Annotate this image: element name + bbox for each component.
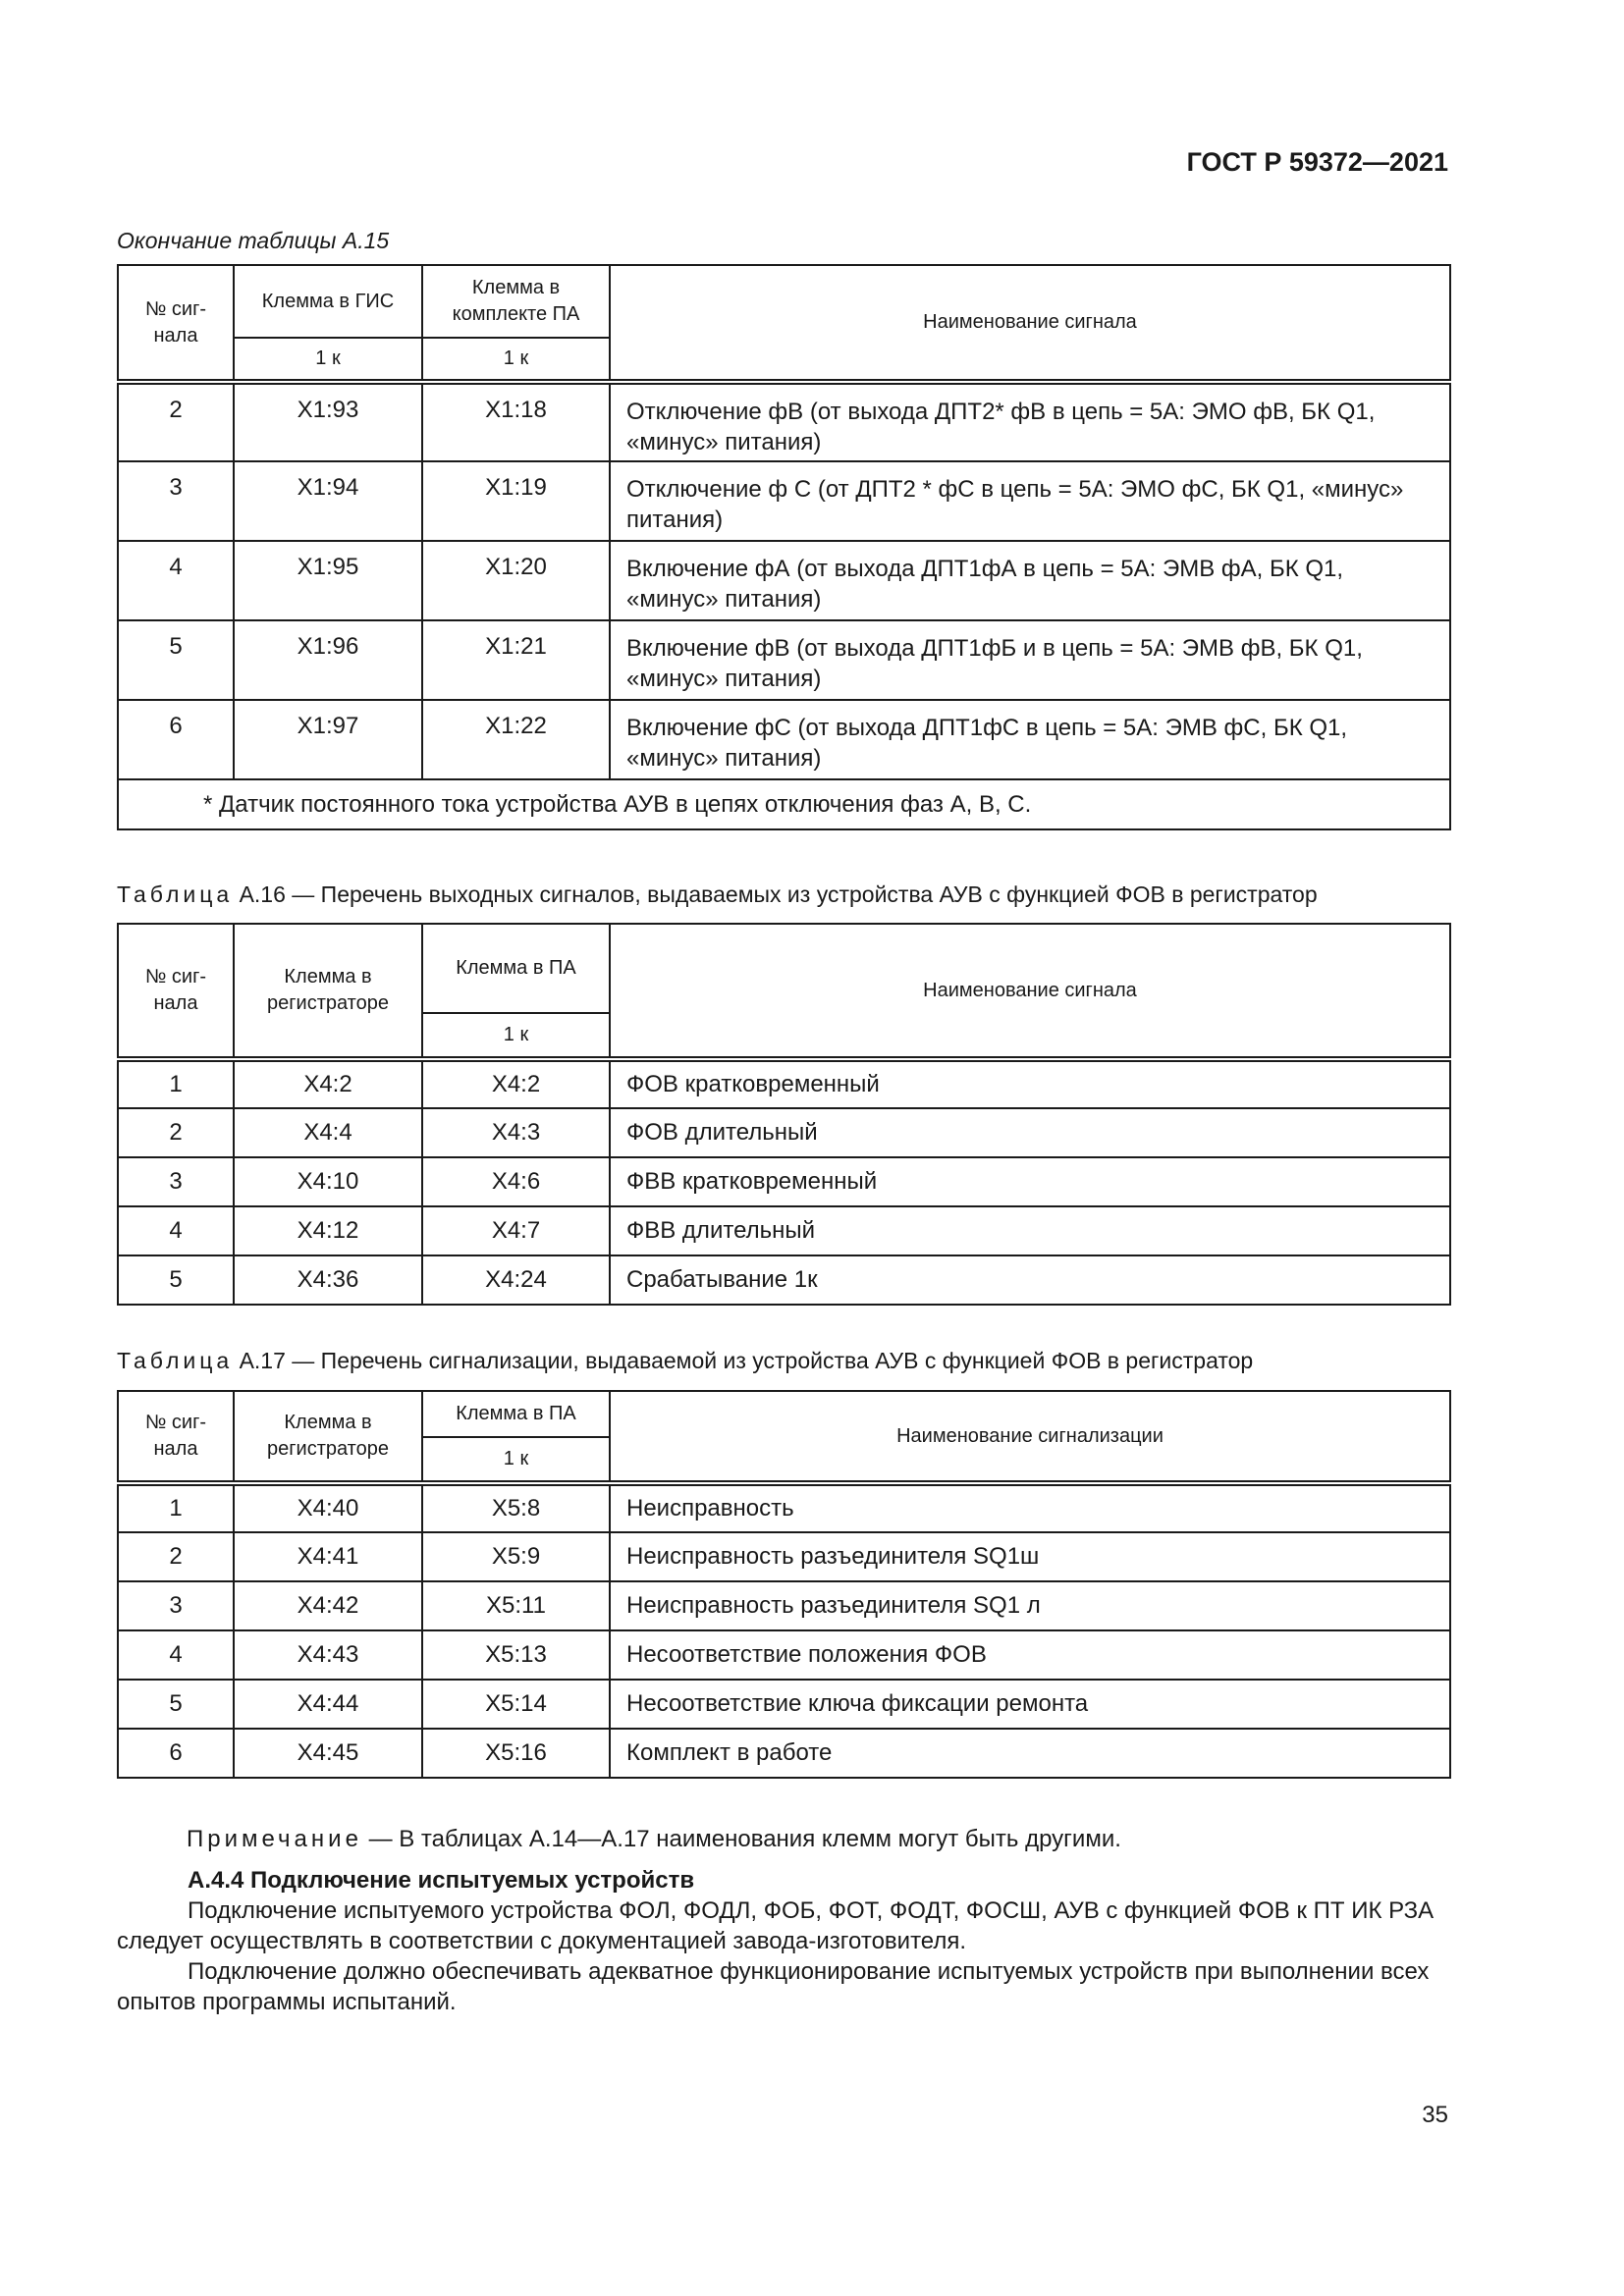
cell-terminal-pa: X4:7	[422, 1206, 610, 1255]
cell-signal-name: Срабатывание 1к	[610, 1255, 1450, 1305]
table-15	[117, 264, 1451, 830]
cell-terminal-pa: X5:11	[422, 1581, 610, 1630]
table-row	[118, 1157, 1450, 1206]
table-row	[118, 1108, 1450, 1157]
col-header-terminal-registrar: Клемма в регистраторе	[234, 924, 422, 1059]
subheader-pa: 1 к	[422, 1437, 610, 1483]
cell-terminal-pa: X4:6	[422, 1157, 610, 1206]
cell-signal-name: Неисправность разъединителя SQ1ш	[610, 1532, 1450, 1581]
cell-terminal-registrar: X4:12	[234, 1206, 422, 1255]
cell-number: 1	[118, 1483, 234, 1532]
col-header-signal: Наименование сигнализации	[610, 1391, 1450, 1483]
subheader-pa: 1 к	[422, 338, 610, 382]
cell-terminal-pa: X5:8	[422, 1483, 610, 1532]
section-paragraph-2: Подключение должно обеспечивать адекватное функционирование испытуемых устройств при выполнении всех опытов программы испытаний.	[117, 1958, 1430, 2015]
cell-signal-name: Включение фА (от выхода ДПТ1фА в цепь = 5А: ЭМВ фА, БК Q1, «минус» питания)	[610, 541, 1450, 620]
cell-signal-name: ФОВ кратковременный	[610, 1059, 1450, 1108]
page-number: 35	[1422, 2102, 1448, 2128]
table-row	[118, 1729, 1450, 1778]
cell-terminal-pa: X1:21	[422, 620, 610, 700]
cell-terminal-pa: X4:3	[422, 1108, 610, 1157]
cell-terminal-registrar: X4:4	[234, 1108, 422, 1157]
cell-number: 5	[118, 1680, 234, 1729]
col-header-signal: Наименование сигнала	[610, 924, 1450, 1059]
cell-terminal-pa: X1:19	[422, 461, 610, 541]
cell-terminal-pa: X1:18	[422, 382, 610, 461]
cell-number: 4	[118, 541, 234, 620]
cell-signal-name: ФВВ длительный	[610, 1206, 1450, 1255]
cell-number: 2	[118, 382, 234, 461]
cell-terminal-pa: X5:9	[422, 1532, 610, 1581]
table-footnote: * Датчик постоянного тока устройства АУВ в цепях отключения фаз А, В, С.	[118, 779, 1450, 829]
cell-terminal-gis: X1:95	[234, 541, 422, 620]
table-row	[118, 461, 1450, 541]
table-row	[118, 1206, 1450, 1255]
table-row	[118, 1255, 1450, 1305]
cell-terminal-gis: X1:96	[234, 620, 422, 700]
col-header-terminal-pa: Клемма в ПА	[422, 924, 610, 1013]
col-header-number: № сиг-нала	[118, 265, 234, 382]
cell-terminal-registrar: X4:43	[234, 1630, 422, 1680]
cell-number: 6	[118, 700, 234, 779]
cell-signal-name: ФВВ кратковременный	[610, 1157, 1450, 1206]
table-16-caption-word: Таблица	[117, 881, 234, 907]
subheader-gis: 1 к	[234, 338, 422, 382]
table-row	[118, 700, 1450, 779]
table-16-caption-text: А.16 — Перечень выходных сигналов, выдаваемых из устройства АУВ с функцией ФОВ в регистратор	[233, 881, 1318, 907]
col-header-number: № сиг-нала	[118, 924, 234, 1059]
table-row	[118, 382, 1450, 461]
cell-signal-name: Несоответствие ключа фиксации ремонта	[610, 1680, 1450, 1729]
table-row	[118, 1532, 1450, 1581]
note-text: — В таблицах А.14—А.17 наименования клемм могут быть другими.	[361, 1826, 1121, 1852]
cell-signal-name: Комплект в работе	[610, 1729, 1450, 1778]
cell-terminal-pa: X5:16	[422, 1729, 610, 1778]
cell-terminal-registrar: X4:10	[234, 1157, 422, 1206]
table-footnote-row	[118, 779, 1450, 829]
cell-terminal-registrar: X4:42	[234, 1581, 422, 1630]
table-17	[117, 1390, 1451, 1779]
table-17-caption-word: Таблица	[117, 1348, 234, 1373]
col-header-terminal-pa: Клемма в комплекте ПА	[422, 265, 610, 338]
table-16-caption	[117, 881, 1318, 908]
cell-signal-name: Отключение ф С (от ДПТ2 * фС в цепь = 5А: ЭМО фС, БК Q1, «минус» питания)	[610, 461, 1450, 541]
cell-signal-name: Отключение фВ (от выхода ДПТ2* фВ в цепь = 5А: ЭМО фВ, БК Q1, «минус» питания)	[610, 382, 1450, 461]
cell-terminal-pa: X5:14	[422, 1680, 610, 1729]
section-a44	[117, 1865, 1449, 2017]
cell-terminal-registrar: X4:2	[234, 1059, 422, 1108]
cell-terminal-pa: X1:22	[422, 700, 610, 779]
cell-terminal-registrar: X4:36	[234, 1255, 422, 1305]
cell-number: 2	[118, 1532, 234, 1581]
table-16	[117, 923, 1451, 1306]
cell-terminal-gis: X1:93	[234, 382, 422, 461]
cell-signal-name: Включение фВ (от выхода ДПТ1фБ и в цепь = 5А: ЭМВ фВ, БК Q1, «минус» питания)	[610, 620, 1450, 700]
cell-number: 5	[118, 620, 234, 700]
table-17-caption	[117, 1348, 1253, 1374]
cell-number: 2	[118, 1108, 234, 1157]
cell-number: 3	[118, 1157, 234, 1206]
cell-number: 6	[118, 1729, 234, 1778]
col-header-number: № сиг-нала	[118, 1391, 234, 1483]
cell-terminal-registrar: X4:41	[234, 1532, 422, 1581]
col-header-signal: Наименование сигнала	[610, 265, 1450, 382]
table-row	[118, 620, 1450, 700]
table-row	[118, 1483, 1450, 1532]
section-heading: А.4.4 Подключение испытуемых устройств	[188, 1867, 695, 1894]
col-header-terminal-gis: Клемма в ГИС	[234, 265, 422, 338]
table-row	[118, 1680, 1450, 1729]
note-label: Примечание	[187, 1826, 362, 1852]
table-15-caption: Окончание таблицы А.15	[117, 228, 390, 253]
cell-number: 1	[118, 1059, 234, 1108]
col-header-terminal-pa: Клемма в ПА	[422, 1391, 610, 1437]
cell-signal-name: Неисправность разъединителя SQ1 л	[610, 1581, 1450, 1630]
cell-terminal-pa: X5:13	[422, 1630, 610, 1680]
cell-terminal-pa: X4:24	[422, 1255, 610, 1305]
cell-terminal-gis: X1:97	[234, 700, 422, 779]
table-17-caption-text: А.17 — Перечень сигнализации, выдаваемой из устройства АУВ с функцией ФОВ в регистратор	[233, 1348, 1254, 1373]
cell-number: 3	[118, 1581, 234, 1630]
cell-terminal-pa: X1:20	[422, 541, 610, 620]
table-row	[118, 541, 1450, 620]
subheader-pa: 1 к	[422, 1013, 610, 1059]
cell-terminal-registrar: X4:44	[234, 1680, 422, 1729]
table-row	[118, 1630, 1450, 1680]
col-header-terminal-registrar: Клемма в регистраторе	[234, 1391, 422, 1483]
cell-signal-name: Неисправность	[610, 1483, 1450, 1532]
cell-number: 4	[118, 1630, 234, 1680]
document-id: ГОСТ Р 59372—2021	[1186, 147, 1448, 177]
cell-number: 5	[118, 1255, 234, 1305]
section-paragraph-1: Подключение испытуемого устройства ФОЛ, ФОДЛ, ФОБ, ФОТ, ФОДТ, ФОСШ, АУВ с функцией ФОВ к ПТ ИК РЗА следует осуществлять в соответствии с документацией завода-изготовителя.	[117, 1897, 1435, 1954]
cell-number: 3	[118, 461, 234, 541]
note	[187, 1826, 1121, 1853]
table-row	[118, 1581, 1450, 1630]
table-row	[118, 1059, 1450, 1108]
cell-number: 4	[118, 1206, 234, 1255]
cell-terminal-registrar: X4:45	[234, 1729, 422, 1778]
cell-signal-name: Несоответствие положения ФОВ	[610, 1630, 1450, 1680]
cell-terminal-gis: X1:94	[234, 461, 422, 541]
cell-signal-name: ФОВ длительный	[610, 1108, 1450, 1157]
cell-terminal-registrar: X4:40	[234, 1483, 422, 1532]
cell-signal-name: Включение фС (от выхода ДПТ1фС в цепь = 5А: ЭМВ фС, БК Q1, «минус» питания)	[610, 700, 1450, 779]
cell-terminal-pa: X4:2	[422, 1059, 610, 1108]
